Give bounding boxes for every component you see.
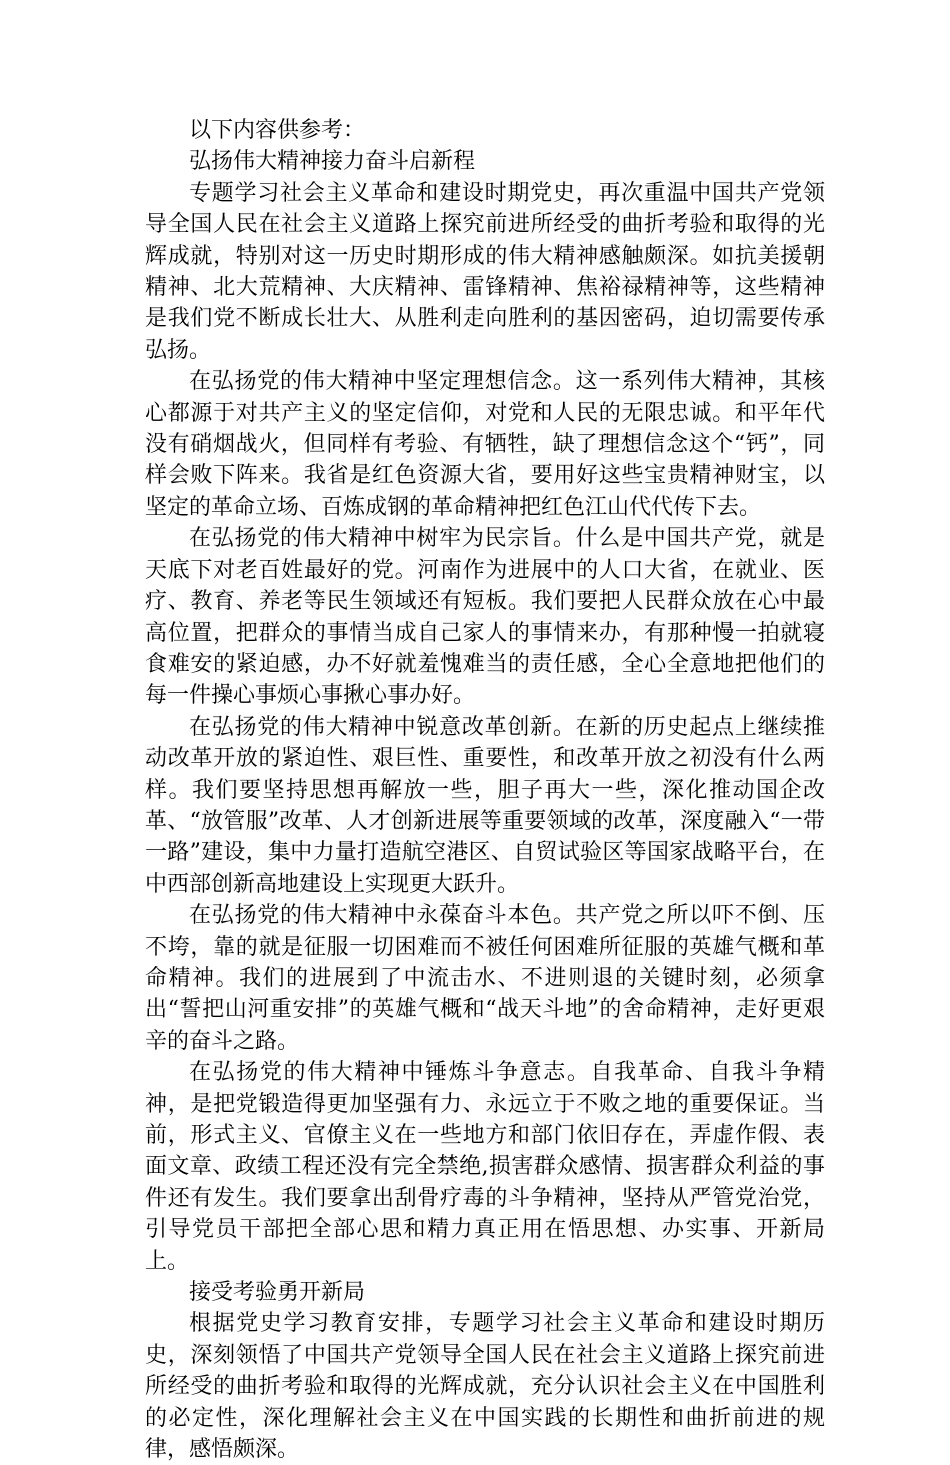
paragraph: 在弘扬党的伟大精神中树牢为民宗旨。什么是中国共产党，就是天底下对老百姓最好的党。河南作为进展中的人口大省，在就业、医疗、教育、养老等民生领域还有短板。我们要把人民群众放在心中最高位置，把群众的事情当成自己家人的事情来办，有那种慢一拍就寝食难安的紧迫感，办不好就羞愧难当的责任感，全心全意地把他们的每一件操心事烦心事揪心事办好。 xyxy=(145,526,825,709)
paragraph: 根据党史学习教育安排，专题学习社会主义革命和建设时期历史，深刻领悟了中国共产党领导全国人民在社会主义道路上探究前进所经受的曲折考验和取得的光辉成就，充分认识社会主义在中国胜利的必定性，深化理解社会主义在中国实践的长期性和曲折前进的规律，感悟颇深。 xyxy=(145,1311,825,1463)
paragraph: 在弘扬党的伟大精神中坚定理想信念。这一系列伟大精神，其核心都源于对共产主义的坚定信仰，对党和人民的无限忠诚。和平年代没有硝烟战火，但同样有考验、有牺牲，缺了理想信念这个“钙”，同样会败下阵来。我省是红色资源大省，要用好这些宝贵精神财宝，以坚定的革命立场、百炼成钢的革命精神把红色江山代代传下去。 xyxy=(145,369,825,520)
paragraph: 在弘扬党的伟大精神中锐意改革创新。在新的历史起点上继续推动改革开放的紧迫性、艰巨性、重要性，和改革开放之初没有什么两样。我们要坚持思想再解放一些，胆子再大一些，深化推动国企改革、“放管服”改革、人才创新进展等重要领域的改革，深度融入“一带一路”建设，集中力量打造航空港区、自贸试验区等国家战略平台，在中西部创新高地建设上实现更大跃升。 xyxy=(145,714,825,897)
section-title-2: 接受考验勇开新局 xyxy=(189,1280,366,1306)
paragraph: 在弘扬党的伟大精神中永葆奋斗本色。共产党之所以吓不倒、压不垮，靠的就是征服一切困难而不被任何困难所征服的英雄气概和革命精神。我们的进展到了中流击水、不进则退的关键时刻，必须拿出“誓把山河重安排”的英雄气概和“战天斗地”的舍命精神，走好更艰辛的奋斗之路。 xyxy=(145,903,825,1054)
intro-label: 以下内容供参考： xyxy=(189,118,366,143)
paragraph: 在弘扬党的伟大精神中锤炼斗争意志。自我革命、自我斗争精神，是把党锻造得更加坚强有力、永远立于不败之地的重要保证。当前，形式主义、官僚主义在一些地方和部门依旧存在，弄虚作假、表面文章、政绩工程还没有完全禁绝,损害群众感情、损害群众利益的事件还有发生。我们要拿出刮骨疗毒的斗争精神，坚持从严管党治党，引导党员干部把全部心思和精力真正用在悟思想、办实事、开新局上。 xyxy=(145,1060,825,1274)
section-title-1: 弘扬伟大精神接力奋斗启新程 xyxy=(189,149,476,175)
document-body xyxy=(145,115,825,1465)
paragraph: 专题学习社会主义革命和建设时期党史，再次重温中国共产党领导全国人民在社会主义道路上探究前进所经受的曲折考验和取得的光辉成就，特别对这一历史时期形成的伟大精神感触颇深。如抗美援朝精神、北大荒精神、大庆精神、雷锋精神、焦裕禄精神等，这些精神是我们党不断成长壮大、从胜利走向胜利的基因密码，迫切需要传承弘扬。 xyxy=(145,180,825,363)
